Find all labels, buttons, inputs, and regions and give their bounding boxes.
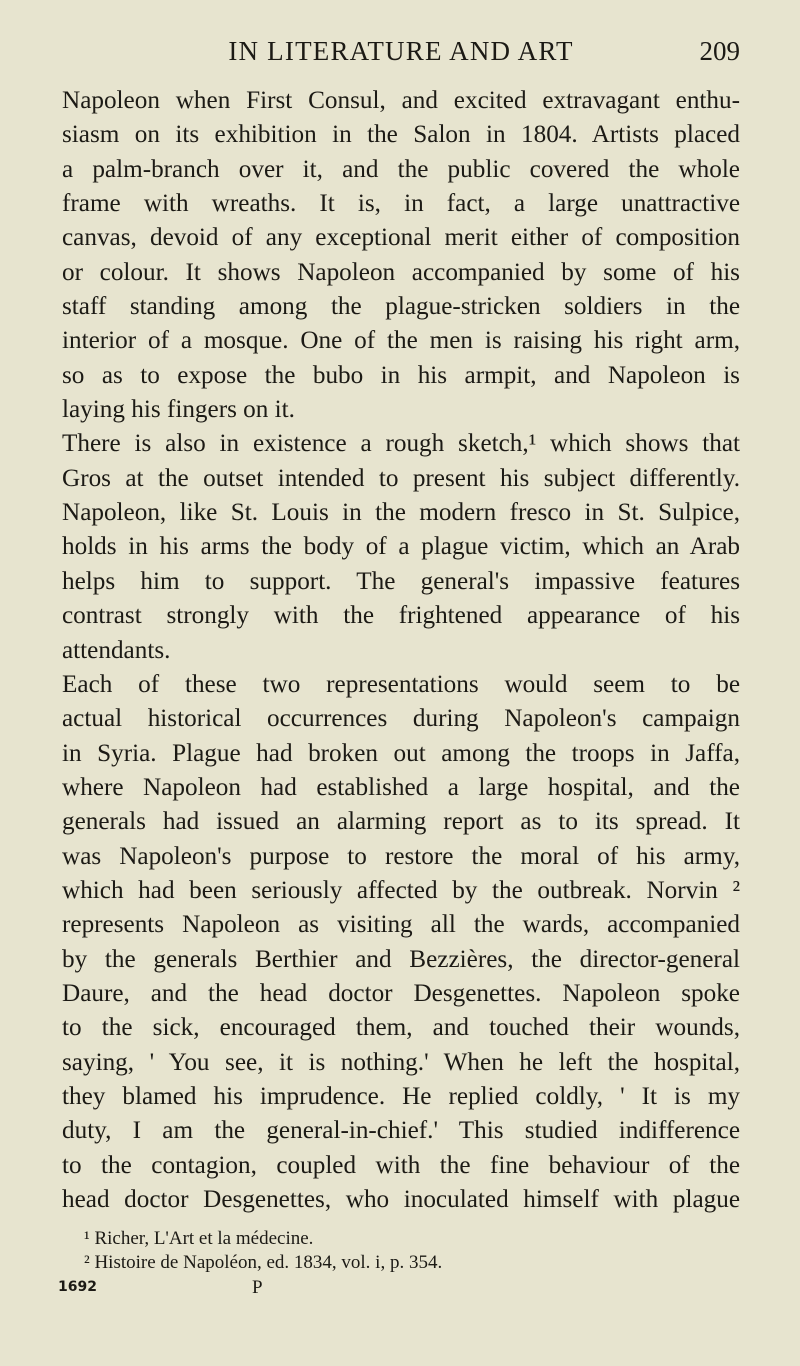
text-line: canvas, devoid of any exceptional merit either of composition (62, 224, 740, 252)
text-line: Napoleon, like St. Louis in the modern fresco in St. Sulpice, (62, 499, 740, 527)
text-line: they blamed his imprudence. He replied coldly, ' It is my (62, 1082, 740, 1110)
text-line: was Napoleon's purpose to restore the moral of his army, (62, 842, 740, 870)
text-line: by the generals Berthier and Bezzières, the director-general (62, 945, 740, 973)
text-line: Gros at the outset intended to present his subject differently. (62, 464, 740, 492)
text-line: where Napoleon had established a large hospital, and the (62, 773, 740, 801)
footnote-1: ¹ Richer, L'Art et la médecine. (84, 1228, 314, 1250)
text-line: Daure, and the head doctor Desgenettes. Napoleon spoke (62, 979, 740, 1007)
signature-row (58, 1277, 740, 1303)
footnotes (62, 1227, 740, 1275)
text-line: Each of these two representations would seem to be (62, 670, 740, 698)
footnote-2: ² Histoire de Napoléon, ed. 1834, vol. i, p. 354. (84, 1252, 443, 1274)
book-page (58, 22, 740, 1303)
text-line: staff standing among the plague-stricken soldiers in the (62, 293, 740, 321)
text-line: interior of a mosque. One of the men is raising his right arm, (62, 327, 740, 355)
text-line: head doctor Desgenettes, who inoculated himself with plague (62, 1186, 740, 1213)
page-number: 209 (699, 36, 740, 66)
text-line: generals had issued an alarming report as to its spread. It (62, 808, 740, 836)
text-line: helps him to support. The general's impassive features (62, 567, 740, 595)
text-line: to the sick, encouraged them, and touched their wounds, (62, 1014, 740, 1042)
text-line: to the contagion, coupled with the fine behaviour of the (62, 1151, 740, 1179)
signature-letter: P (252, 1277, 263, 1299)
text-line: There is also in existence a rough sketch,¹ which shows that (62, 430, 740, 458)
text-line: saying, ' You see, it is nothing.' When he left the hospital, (62, 1048, 740, 1076)
printer-signature-number: 1692 (58, 1279, 97, 1296)
text-line: laying his fingers on it. (62, 396, 295, 424)
text-line: Napoleon when First Consul, and excited extravagant enthu- (62, 87, 740, 114)
text-line: a palm-branch over it, and the public covered the whole (62, 155, 740, 183)
text-line: which had been seriously affected by the outbreak. Norvin ² (62, 876, 740, 904)
text-line: contrast strongly with the frightened appearance of his (62, 602, 740, 630)
text-line: attendants. (62, 636, 171, 664)
text-line: duty, I am the general-in-chief.' This studied indifference (62, 1117, 740, 1145)
body-text (62, 84, 740, 1217)
text-line: in Syria. Plague had broken out among the troops in Jaffa, (62, 739, 740, 767)
text-line: frame with wreaths. It is, in fact, a large unattractive (62, 190, 740, 218)
text-line: or colour. It shows Napoleon accompanied by some of his (62, 258, 740, 286)
text-line: represents Napoleon as visiting all the wards, accompanied (62, 911, 740, 939)
text-line: holds in his arms the body of a plague victim, which an Arab (62, 533, 740, 561)
text-line: actual historical occurrences during Napoleon's campaign (62, 705, 740, 733)
running-title: IN LITERATURE AND ART (228, 36, 574, 66)
running-head (62, 22, 740, 72)
text-line: so as to expose the bubo in his armpit, and Napoleon is (62, 361, 740, 389)
text-line: siasm on its exhibition in the Salon in 1804. Artists placed (62, 121, 740, 149)
